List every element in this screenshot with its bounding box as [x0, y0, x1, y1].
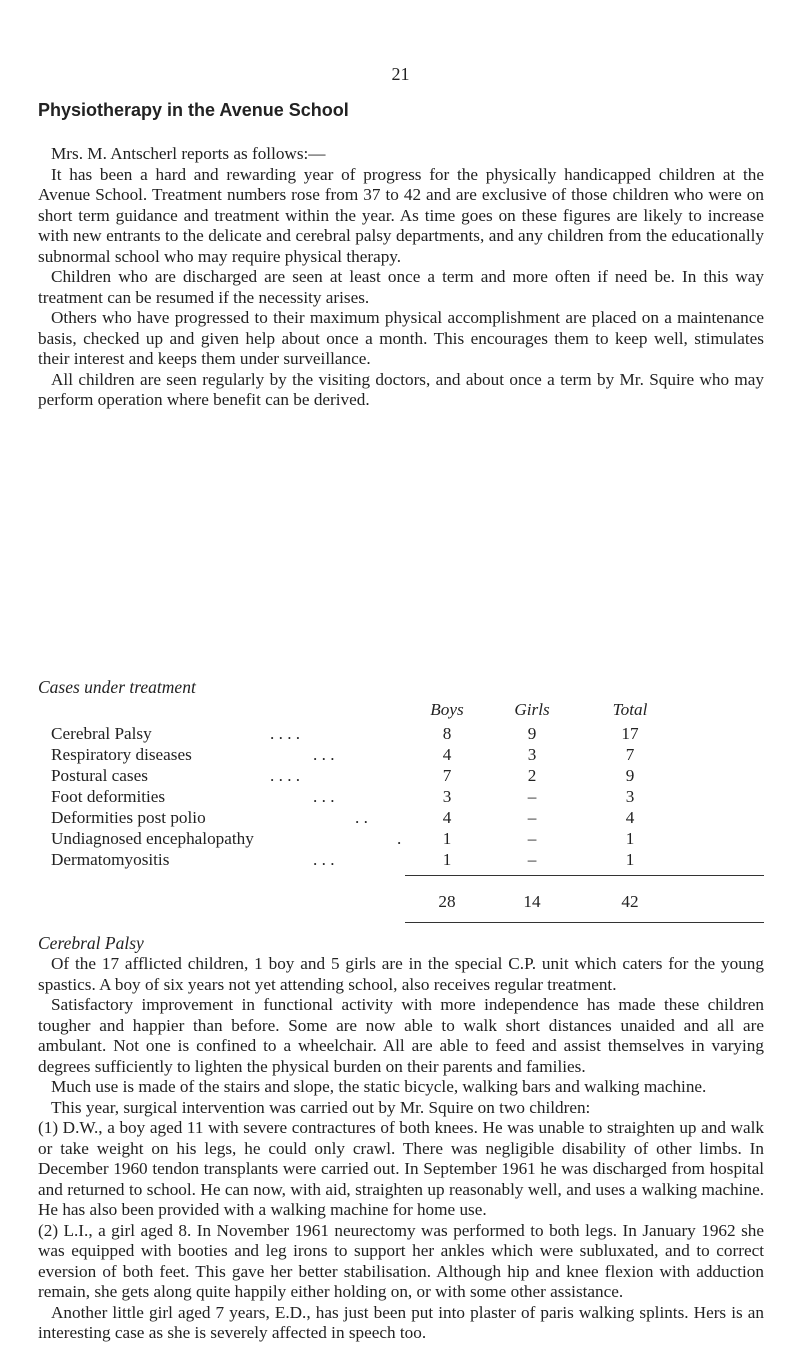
table-row	[38, 808, 764, 829]
row-label: Undiagnosed encephalopathy	[51, 829, 254, 848]
row-label: Respiratory diseases	[51, 745, 192, 764]
leader-dots: . .	[355, 808, 368, 827]
paragraph: It has been a hard and rewarding year of progress for the physically handicapped children at the Avenue School. Treatment numbers rose from 37 to 42 and are exclusive of those children who were on short term guidance and treatment within the year. As time goes on these figures are likely to increase with new entrants to the delicate and cerebral palsy departments, and any children from the educationally subnormal school who may require physical therapy.	[38, 164, 764, 266]
total-rule-bottom	[405, 922, 764, 923]
section-heading: Physiotherapy in the Avenue School	[38, 100, 349, 120]
cell-total: 7	[625, 745, 635, 764]
leader-dots: . . .	[313, 745, 335, 764]
paragraph: This year, surgical intervention was carried out by Mr. Squire on two children:	[51, 1097, 591, 1117]
table-row	[38, 787, 764, 808]
column-header-total: Total	[612, 700, 648, 719]
total-rule-top	[405, 875, 764, 876]
cell-girls: –	[527, 808, 537, 827]
total-girls: 14	[523, 892, 541, 911]
cell-total: 1	[625, 850, 635, 869]
subsection-title: Cerebral Palsy	[38, 933, 144, 953]
table-row	[38, 745, 764, 766]
cell-total: 4	[625, 808, 635, 827]
row-label: Cerebral Palsy	[51, 724, 152, 743]
leader-dots: .	[397, 829, 402, 848]
table-row	[38, 850, 764, 871]
cell-boys: 1	[442, 850, 452, 869]
cell-boys: 3	[442, 787, 452, 806]
cell-girls: –	[527, 850, 537, 869]
cell-boys: 8	[442, 724, 452, 743]
table-totals-row	[38, 892, 764, 913]
paragraph: Of the 17 afflicted children, 1 boy and 5 girls are in the special C.P. unit which caters for the young spastics. A boy of six years not yet attending school, also receives regular treatment.	[38, 954, 764, 994]
cell-total: 17	[621, 724, 639, 743]
intro-line: Mrs. M. Antscherl reports as follows:—	[51, 144, 326, 163]
paragraph: All children are seen regularly by the visiting doctors, and about once a term by Mr. Squire who may perform operation where benefit can be derived.	[38, 369, 764, 409]
cell-total: 3	[625, 787, 635, 806]
table-row	[38, 829, 764, 850]
cell-boys: 7	[442, 766, 452, 785]
page-number: 21	[391, 64, 410, 84]
table-title: Cases under treatment	[38, 677, 196, 697]
row-label: Deformities post polio	[51, 808, 206, 827]
cell-boys: 4	[442, 745, 452, 764]
case-paragraph: (2) L.I., a girl aged 8. In November 1961 neurectomy was performed to both legs. In January 1962 she was equipped with booties and leg irons to support her ankles which were subluxated, and to correct eversion of both feet. This gave her better stabilisation. Although hip and knee flexion with adduction remain, she gets along quite happily either holding on, or with some other assistance.	[38, 1220, 764, 1301]
leader-dots: . . . .	[270, 724, 301, 743]
cell-boys: 4	[442, 808, 452, 827]
cell-boys: 1	[442, 829, 452, 848]
paragraph: Satisfactory improvement in functional activity with more independence has made these children tougher and happier than before. Some are now able to walk short distances unaided and all are ambulant. Not one is confined to a wheelchair. All are able to feed and assist themselves in varying degrees sufficiently to lighten the physical burden on their parents and families.	[38, 995, 764, 1076]
case-paragraph: (1) D.W., a boy aged 11 with severe contractures of both knees. He was unable to straighten up and walk or take weight on his legs, he could only crawl. There was negligible disability of other limbs. In December 1960 tendon transplants were carried out. In September 1961 he was discharged from hospital and returned to school. He can now, with aid, straighten up reasonably well, and uses a walking machine. He has also been provided with a walking machine for home use.	[38, 1118, 764, 1219]
leader-dots: . . .	[313, 787, 335, 806]
cell-girls: 9	[527, 724, 537, 743]
cell-girls: 3	[527, 745, 537, 764]
row-label: Dermatomyositis	[51, 850, 170, 869]
cell-girls: –	[527, 829, 537, 848]
paragraph: Much use is made of the stairs and slope, the static bicycle, walking bars and walking machine.	[51, 1077, 707, 1096]
row-label: Postural cases	[51, 766, 148, 785]
cell-total: 1	[625, 829, 635, 848]
cerebral-palsy-block	[38, 954, 764, 1344]
table-row	[38, 724, 764, 745]
paragraph: Another little girl aged 7 years, E.D., has just been put into plaster of paris walking splints. Hers is an interesting case as she is severely affected in speech too.	[38, 1302, 764, 1342]
paragraph: Others who have progressed to their maximum physical accomplishment are placed on a maintenance basis, checked up and given help about once a month. This encourages them to keep well, stimulates their interest and keeps them under surveillance.	[38, 308, 764, 368]
total-all: 42	[621, 892, 639, 911]
paragraph: Children who are discharged are seen at least once a term and more often if need be. In this way treatment can be resumed if the necessity arises.	[38, 267, 764, 307]
column-header-boys: Boys	[430, 700, 464, 719]
column-header-girls: Girls	[514, 700, 550, 719]
row-label: Foot deformities	[51, 787, 166, 806]
cell-girls: 2	[527, 766, 537, 785]
leader-dots: . . . .	[270, 766, 301, 785]
cell-girls: –	[527, 787, 537, 806]
cell-total: 9	[625, 766, 635, 785]
report-intro-block	[38, 144, 764, 411]
table-row	[38, 766, 764, 787]
total-boys: 28	[438, 892, 456, 911]
leader-dots: . . .	[313, 850, 335, 869]
table-header-row	[38, 700, 764, 721]
